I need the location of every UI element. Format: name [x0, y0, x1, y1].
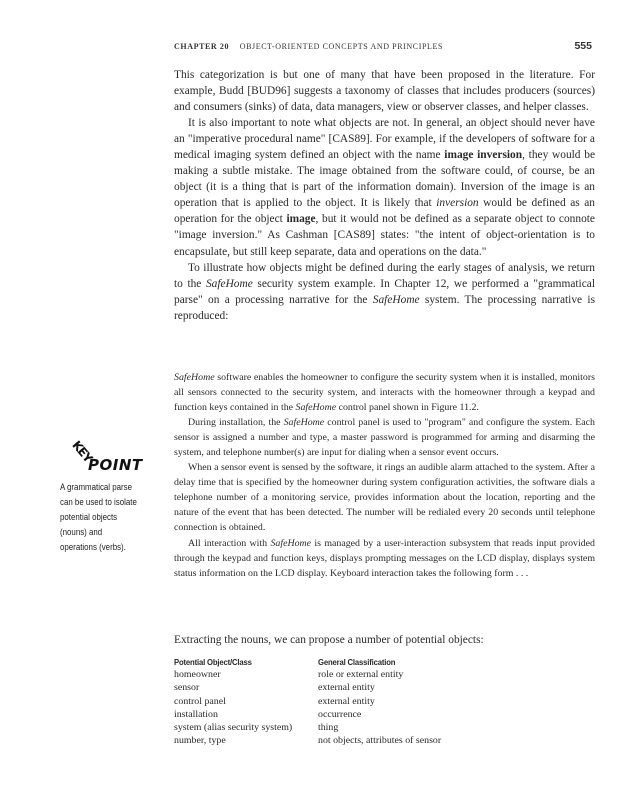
point-label: POINT [88, 456, 143, 474]
classification-cell: occurrence [318, 708, 362, 720]
narrative-paragraph-2: During installation, the SafeHome control panel is used to "program" and configure the system. Each sensor is assigned a number and type, a master password is programmed for arming and disarming the system, and telephone number(s) are input for dialing when a sensor event occurs. [174, 417, 595, 459]
object-cell: homeowner [174, 669, 221, 680]
processing-narrative [174, 370, 595, 581]
table-row [174, 721, 595, 734]
narrative-paragraph-3: When a sensor event is sensed by the software, it rings an audible alarm attached to the system. After a delay time that is specified by the homeowner during system configuration activities, the software dials a telephone number of a monitoring service, provides information about the location, reporting and the nature of the event that has been detected. The number will be redialed every 20 seconds until telephone connection is obtained. [174, 462, 595, 534]
classification-cell: role or external entity [318, 669, 404, 680]
classification-cell: not objects, attributes of sensor [318, 735, 442, 747]
term-safehome: SafeHome [372, 293, 420, 306]
key-point-icon [60, 438, 170, 478]
page-number: 555 [574, 40, 592, 52]
object-cell: number, type [174, 735, 226, 747]
column-header-classification: General Classification [318, 656, 396, 667]
chapter-title: OBJECT-ORIENTED CONCEPTS AND PRINCIPLES [239, 42, 444, 51]
object-cell: installation [174, 708, 218, 720]
term-inversion: inversion [436, 197, 479, 210]
term-safehome: SafeHome [205, 277, 253, 290]
running-header [174, 42, 592, 56]
table-row [174, 695, 595, 708]
classification-cell: external entity [318, 695, 375, 707]
classification-cell: thing [318, 722, 339, 734]
object-cell: sensor [174, 682, 200, 694]
chapter-label: CHAPTER 20 [174, 42, 230, 51]
object-cell: control panel [174, 695, 226, 707]
column-header-object: Potential Object/Class [174, 656, 252, 667]
key-point-text: A grammatical parse can be used to isolate potential objects (nouns) and operations (verbs). [60, 482, 137, 552]
paragraph-objects-not: It is also important to note what objects are not. In general, an object should never have an "imperative procedural name" [CAS89]. For example, if the developers of software for a medical imaging system defined an object with the name image inversion, they would be making a subtle mistake. The image obtained from the software could, of course, be an object (it is a thing that is part of the information domain). Inversion of the image is an operation that is applied to the object. It is likely that inversion would be defined as an operation for the object image, but it would not be defined as a separate object to connote "image inversion." As Cashman [CAS89] states: "the intent of object-orientation is to encapsulate, but still keep separate, data and operations on the data." [174, 117, 595, 258]
table-header-row [174, 655, 595, 668]
table-row [174, 681, 595, 694]
body-text [174, 67, 595, 324]
classification-cell: external entity [318, 682, 375, 694]
potential-objects-table [174, 655, 595, 748]
table-row [174, 734, 595, 747]
paragraph-categorization: This categorization is but one of many that have been proposed in the literature. For example, Budd [BUD96] suggests a taxonomy of classes that includes producers (sources) and consumers (sinks) of data, data managers, view or observer classes, and helper classes. [174, 69, 595, 114]
narrative-paragraph-4: All interaction with SafeHome is managed by a user-interaction subsystem that reads input provided through the keypad and function keys, displays prompting messages on the LCD display, displays system status information on the LCD display. Keyboard interaction takes the following form . . . [174, 537, 595, 579]
term-image-inversion: image inversion [444, 149, 523, 162]
extract-sentence: Extracting the nouns, we can propose a number of potential objects: [174, 634, 484, 646]
paragraph-illustrate: To illustrate how objects might be defined during the early stages of analysis, we return to the SafeHome security system example. In Chapter 12, we performed a "grammatical parse" on a processing narrative for the SafeHome system. The processing narrative is reproduced: [174, 261, 595, 322]
term-image: image [286, 213, 316, 226]
key-label: KEY [69, 438, 95, 465]
table-row [174, 708, 595, 721]
narrative-paragraph-1: SafeHome software enables the homeowner to configure the security system when it is installed, monitors all sensors connected to the security system, and interacts with the homeowner through a keypad and function keys contained in the SafeHome control panel shown in Figure 11.2. [174, 372, 595, 414]
table-row [174, 668, 595, 681]
object-cell: system (alias security system) [174, 722, 293, 734]
key-point-sidebar [60, 438, 170, 555]
